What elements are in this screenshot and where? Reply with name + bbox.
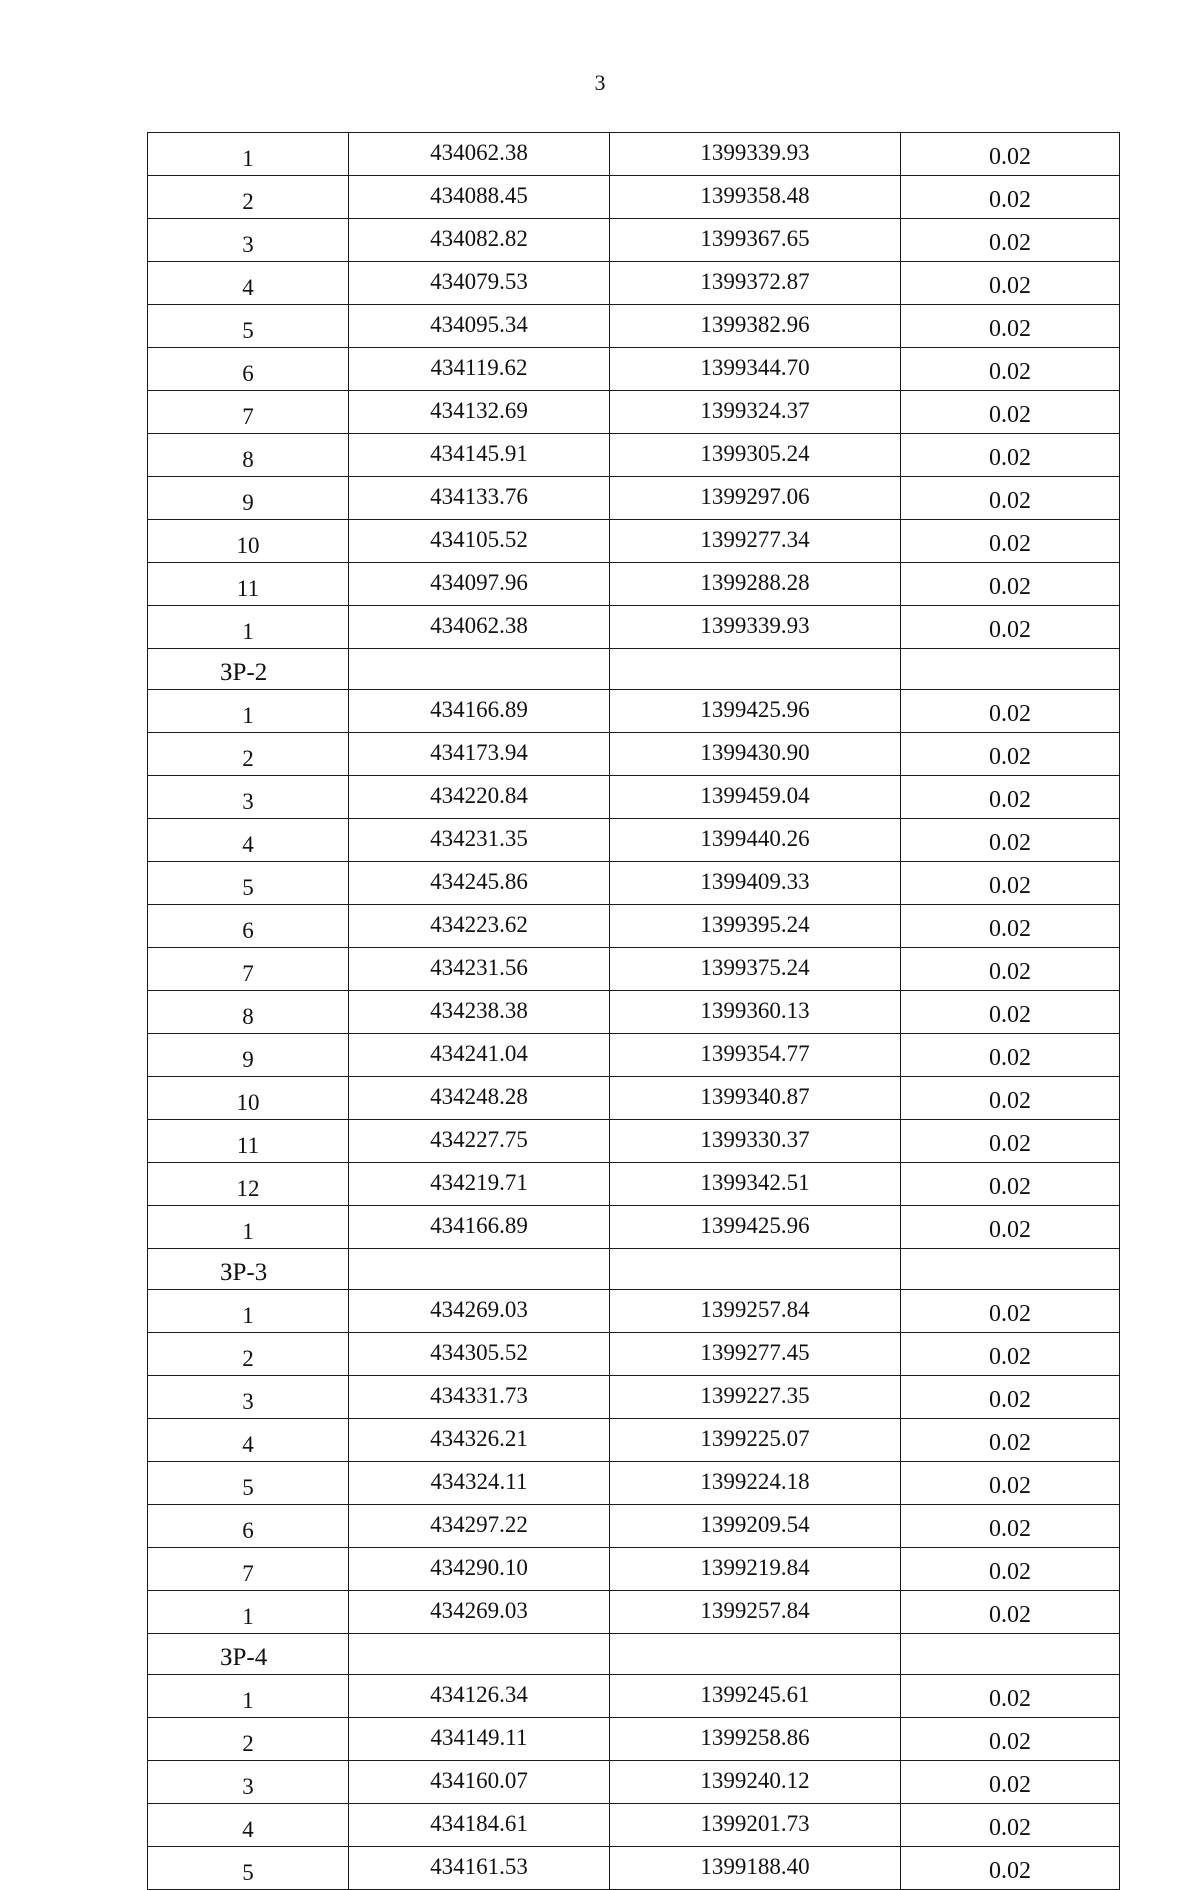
y-coordinate-cell: 1399340.87 (610, 1077, 901, 1120)
point-number-cell: 5 (148, 1462, 349, 1505)
table-row (148, 520, 1120, 563)
accuracy-cell: 0.02 (901, 1675, 1120, 1718)
table-row (148, 1077, 1120, 1120)
y-coordinate-cell: 1399342.51 (610, 1163, 901, 1206)
accuracy-cell: 0.02 (901, 690, 1120, 733)
table-row (148, 305, 1120, 348)
y-coordinate-cell: 1399440.26 (610, 819, 901, 862)
x-coordinate-cell: 434097.96 (349, 563, 610, 606)
accuracy-cell: 0.02 (901, 434, 1120, 477)
x-coordinate-cell: 434105.52 (349, 520, 610, 563)
point-number-cell: 7 (148, 948, 349, 991)
x-coordinate-cell: 434241.04 (349, 1034, 610, 1077)
table-row (148, 1591, 1120, 1634)
y-coordinate-cell: 1399425.96 (610, 690, 901, 733)
point-number-cell: 3 (148, 1376, 349, 1419)
x-coordinate-cell: 434324.11 (349, 1462, 610, 1505)
y-coordinate-cell: 1399339.93 (610, 133, 901, 176)
x-coordinate-cell: 434166.89 (349, 1206, 610, 1249)
y-coordinate-cell: 1399240.12 (610, 1761, 901, 1804)
table-row (148, 862, 1120, 905)
table-row (148, 776, 1120, 819)
point-number-cell: 4 (148, 1419, 349, 1462)
x-coordinate-cell: 434126.34 (349, 1675, 610, 1718)
table-row (148, 819, 1120, 862)
table-row (148, 991, 1120, 1034)
section-header-row (148, 1634, 1120, 1675)
x-coordinate-cell: 434149.11 (349, 1718, 610, 1761)
x-coordinate-cell: 434161.53 (349, 1847, 610, 1890)
x-coordinate-cell: 434119.62 (349, 348, 610, 391)
page-number: 3 (594, 70, 606, 95)
point-number-cell: 3 (148, 776, 349, 819)
y-coordinate-cell: 1399288.28 (610, 563, 901, 606)
empty-cell (349, 649, 610, 690)
table-row (148, 262, 1120, 305)
y-coordinate-cell: 1399257.84 (610, 1290, 901, 1333)
accuracy-cell: 0.02 (901, 991, 1120, 1034)
accuracy-cell: 0.02 (901, 391, 1120, 434)
accuracy-cell: 0.02 (901, 1206, 1120, 1249)
x-coordinate-cell: 434132.69 (349, 391, 610, 434)
table-row (148, 1419, 1120, 1462)
y-coordinate-cell: 1399339.93 (610, 606, 901, 649)
x-coordinate-cell: 434145.91 (349, 434, 610, 477)
y-coordinate-cell: 1399324.37 (610, 391, 901, 434)
point-number-cell: 2 (148, 1333, 349, 1376)
accuracy-cell: 0.02 (901, 1718, 1120, 1761)
accuracy-cell: 0.02 (901, 176, 1120, 219)
empty-cell (610, 1634, 901, 1675)
accuracy-cell: 0.02 (901, 1847, 1120, 1890)
y-coordinate-cell: 1399258.86 (610, 1718, 901, 1761)
section-label: ЗР-2 (148, 649, 349, 690)
y-coordinate-cell: 1399201.73 (610, 1804, 901, 1847)
point-number-cell: 5 (148, 1847, 349, 1890)
accuracy-cell: 0.02 (901, 1761, 1120, 1804)
point-number-cell: 7 (148, 1548, 349, 1591)
point-number-cell: 1 (148, 133, 349, 176)
y-coordinate-cell: 1399425.96 (610, 1206, 901, 1249)
x-coordinate-cell: 434231.35 (349, 819, 610, 862)
x-coordinate-cell: 434062.38 (349, 133, 610, 176)
accuracy-cell: 0.02 (901, 606, 1120, 649)
y-coordinate-cell: 1399209.54 (610, 1505, 901, 1548)
table-row (148, 1290, 1120, 1333)
table-row (148, 733, 1120, 776)
accuracy-cell: 0.02 (901, 1034, 1120, 1077)
y-coordinate-cell: 1399344.70 (610, 348, 901, 391)
point-number-cell: 8 (148, 434, 349, 477)
table-row (148, 1120, 1120, 1163)
table-row (148, 1761, 1120, 1804)
accuracy-cell: 0.02 (901, 905, 1120, 948)
accuracy-cell: 0.02 (901, 1591, 1120, 1634)
point-number-cell: 6 (148, 1505, 349, 1548)
x-coordinate-cell: 434331.73 (349, 1376, 610, 1419)
accuracy-cell: 0.02 (901, 348, 1120, 391)
table-row (148, 1675, 1120, 1718)
table-row (148, 948, 1120, 991)
accuracy-cell: 0.02 (901, 563, 1120, 606)
point-number-cell: 11 (148, 1120, 349, 1163)
table-row (148, 434, 1120, 477)
accuracy-cell: 0.02 (901, 1376, 1120, 1419)
empty-cell (901, 1634, 1120, 1675)
point-number-cell: 9 (148, 477, 349, 520)
point-number-cell: 1 (148, 690, 349, 733)
point-number-cell: 1 (148, 1591, 349, 1634)
point-number-cell: 3 (148, 219, 349, 262)
accuracy-cell: 0.02 (901, 862, 1120, 905)
x-coordinate-cell: 434173.94 (349, 733, 610, 776)
y-coordinate-cell: 1399360.13 (610, 991, 901, 1034)
table-row (148, 133, 1120, 176)
x-coordinate-cell: 434227.75 (349, 1120, 610, 1163)
accuracy-cell: 0.02 (901, 262, 1120, 305)
x-coordinate-cell: 434245.86 (349, 862, 610, 905)
table-row (148, 1505, 1120, 1548)
x-coordinate-cell: 434223.62 (349, 905, 610, 948)
accuracy-cell: 0.02 (901, 1163, 1120, 1206)
accuracy-cell: 0.02 (901, 1333, 1120, 1376)
table-row (148, 1333, 1120, 1376)
point-number-cell: 1 (148, 1290, 349, 1333)
accuracy-cell: 0.02 (901, 1548, 1120, 1591)
y-coordinate-cell: 1399277.45 (610, 1333, 901, 1376)
x-coordinate-cell: 434220.84 (349, 776, 610, 819)
table-row (148, 391, 1120, 434)
x-coordinate-cell: 434269.03 (349, 1591, 610, 1634)
point-number-cell: 6 (148, 348, 349, 391)
y-coordinate-cell: 1399430.90 (610, 733, 901, 776)
x-coordinate-cell: 434082.82 (349, 219, 610, 262)
x-coordinate-cell: 434062.38 (349, 606, 610, 649)
section-label: ЗР-4 (148, 1634, 349, 1675)
accuracy-cell: 0.02 (901, 305, 1120, 348)
accuracy-cell: 0.02 (901, 948, 1120, 991)
y-coordinate-cell: 1399257.84 (610, 1591, 901, 1634)
accuracy-cell: 0.02 (901, 776, 1120, 819)
point-number-cell: 2 (148, 176, 349, 219)
y-coordinate-cell: 1399382.96 (610, 305, 901, 348)
point-number-cell: 5 (148, 305, 349, 348)
x-coordinate-cell: 434219.71 (349, 1163, 610, 1206)
accuracy-cell: 0.02 (901, 1120, 1120, 1163)
accuracy-cell: 0.02 (901, 520, 1120, 563)
point-number-cell: 1 (148, 606, 349, 649)
y-coordinate-cell: 1399224.18 (610, 1462, 901, 1505)
section-header-row (148, 649, 1120, 690)
accuracy-cell: 0.02 (901, 219, 1120, 262)
point-number-cell: 7 (148, 391, 349, 434)
y-coordinate-cell: 1399354.77 (610, 1034, 901, 1077)
section-header-row (148, 1249, 1120, 1290)
x-coordinate-cell: 434238.38 (349, 991, 610, 1034)
x-coordinate-cell: 434305.52 (349, 1333, 610, 1376)
y-coordinate-cell: 1399305.24 (610, 434, 901, 477)
point-number-cell: 6 (148, 905, 349, 948)
empty-cell (349, 1634, 610, 1675)
point-number-cell: 10 (148, 1077, 349, 1120)
point-number-cell: 1 (148, 1206, 349, 1249)
y-coordinate-cell: 1399227.35 (610, 1376, 901, 1419)
point-number-cell: 5 (148, 862, 349, 905)
y-coordinate-cell: 1399367.65 (610, 219, 901, 262)
x-coordinate-cell: 434269.03 (349, 1290, 610, 1333)
point-number-cell: 12 (148, 1163, 349, 1206)
y-coordinate-cell: 1399225.07 (610, 1419, 901, 1462)
x-coordinate-cell: 434231.56 (349, 948, 610, 991)
table-row (148, 1804, 1120, 1847)
y-coordinate-cell: 1399188.40 (610, 1847, 901, 1890)
table-row (148, 905, 1120, 948)
empty-cell (901, 649, 1120, 690)
table-row (148, 176, 1120, 219)
y-coordinate-cell: 1399395.24 (610, 905, 901, 948)
y-coordinate-cell: 1399297.06 (610, 477, 901, 520)
table-row (148, 1034, 1120, 1077)
x-coordinate-cell: 434166.89 (349, 690, 610, 733)
table-row (148, 477, 1120, 520)
accuracy-cell: 0.02 (901, 1290, 1120, 1333)
point-number-cell: 11 (148, 563, 349, 606)
table-row (148, 563, 1120, 606)
coordinates-table-body (148, 133, 1120, 1890)
x-coordinate-cell: 434326.21 (349, 1419, 610, 1462)
point-number-cell: 4 (148, 262, 349, 305)
empty-cell (610, 1249, 901, 1290)
table-row (148, 606, 1120, 649)
accuracy-cell: 0.02 (901, 1419, 1120, 1462)
x-coordinate-cell: 434248.28 (349, 1077, 610, 1120)
table-row (148, 1206, 1120, 1249)
table-row (148, 1847, 1120, 1890)
x-coordinate-cell: 434290.10 (349, 1548, 610, 1591)
y-coordinate-cell: 1399277.34 (610, 520, 901, 563)
x-coordinate-cell: 434184.61 (349, 1804, 610, 1847)
coordinates-table (147, 132, 1120, 1890)
accuracy-cell: 0.02 (901, 477, 1120, 520)
table-row (148, 219, 1120, 262)
x-coordinate-cell: 434297.22 (349, 1505, 610, 1548)
accuracy-cell: 0.02 (901, 819, 1120, 862)
table-row (148, 1376, 1120, 1419)
y-coordinate-cell: 1399409.33 (610, 862, 901, 905)
accuracy-cell: 0.02 (901, 1462, 1120, 1505)
x-coordinate-cell: 434160.07 (349, 1761, 610, 1804)
accuracy-cell: 0.02 (901, 1505, 1120, 1548)
point-number-cell: 4 (148, 1804, 349, 1847)
y-coordinate-cell: 1399375.24 (610, 948, 901, 991)
accuracy-cell: 0.02 (901, 1077, 1120, 1120)
x-coordinate-cell: 434133.76 (349, 477, 610, 520)
point-number-cell: 10 (148, 520, 349, 563)
x-coordinate-cell: 434079.53 (349, 262, 610, 305)
x-coordinate-cell: 434095.34 (349, 305, 610, 348)
y-coordinate-cell: 1399330.37 (610, 1120, 901, 1163)
point-number-cell: 4 (148, 819, 349, 862)
empty-cell (901, 1249, 1120, 1290)
accuracy-cell: 0.02 (901, 733, 1120, 776)
empty-cell (349, 1249, 610, 1290)
table-row (148, 690, 1120, 733)
section-label: ЗР-3 (148, 1249, 349, 1290)
accuracy-cell: 0.02 (901, 1804, 1120, 1847)
y-coordinate-cell: 1399358.48 (610, 176, 901, 219)
table-row (148, 1718, 1120, 1761)
point-number-cell: 2 (148, 1718, 349, 1761)
table-row (148, 348, 1120, 391)
point-number-cell: 3 (148, 1761, 349, 1804)
x-coordinate-cell: 434088.45 (349, 176, 610, 219)
table-row (148, 1462, 1120, 1505)
point-number-cell: 9 (148, 1034, 349, 1077)
point-number-cell: 2 (148, 733, 349, 776)
y-coordinate-cell: 1399459.04 (610, 776, 901, 819)
y-coordinate-cell: 1399372.87 (610, 262, 901, 305)
accuracy-cell: 0.02 (901, 133, 1120, 176)
point-number-cell: 1 (148, 1675, 349, 1718)
table-row (148, 1163, 1120, 1206)
y-coordinate-cell: 1399219.84 (610, 1548, 901, 1591)
point-number-cell: 8 (148, 991, 349, 1034)
y-coordinate-cell: 1399245.61 (610, 1675, 901, 1718)
table-row (148, 1548, 1120, 1591)
empty-cell (610, 649, 901, 690)
